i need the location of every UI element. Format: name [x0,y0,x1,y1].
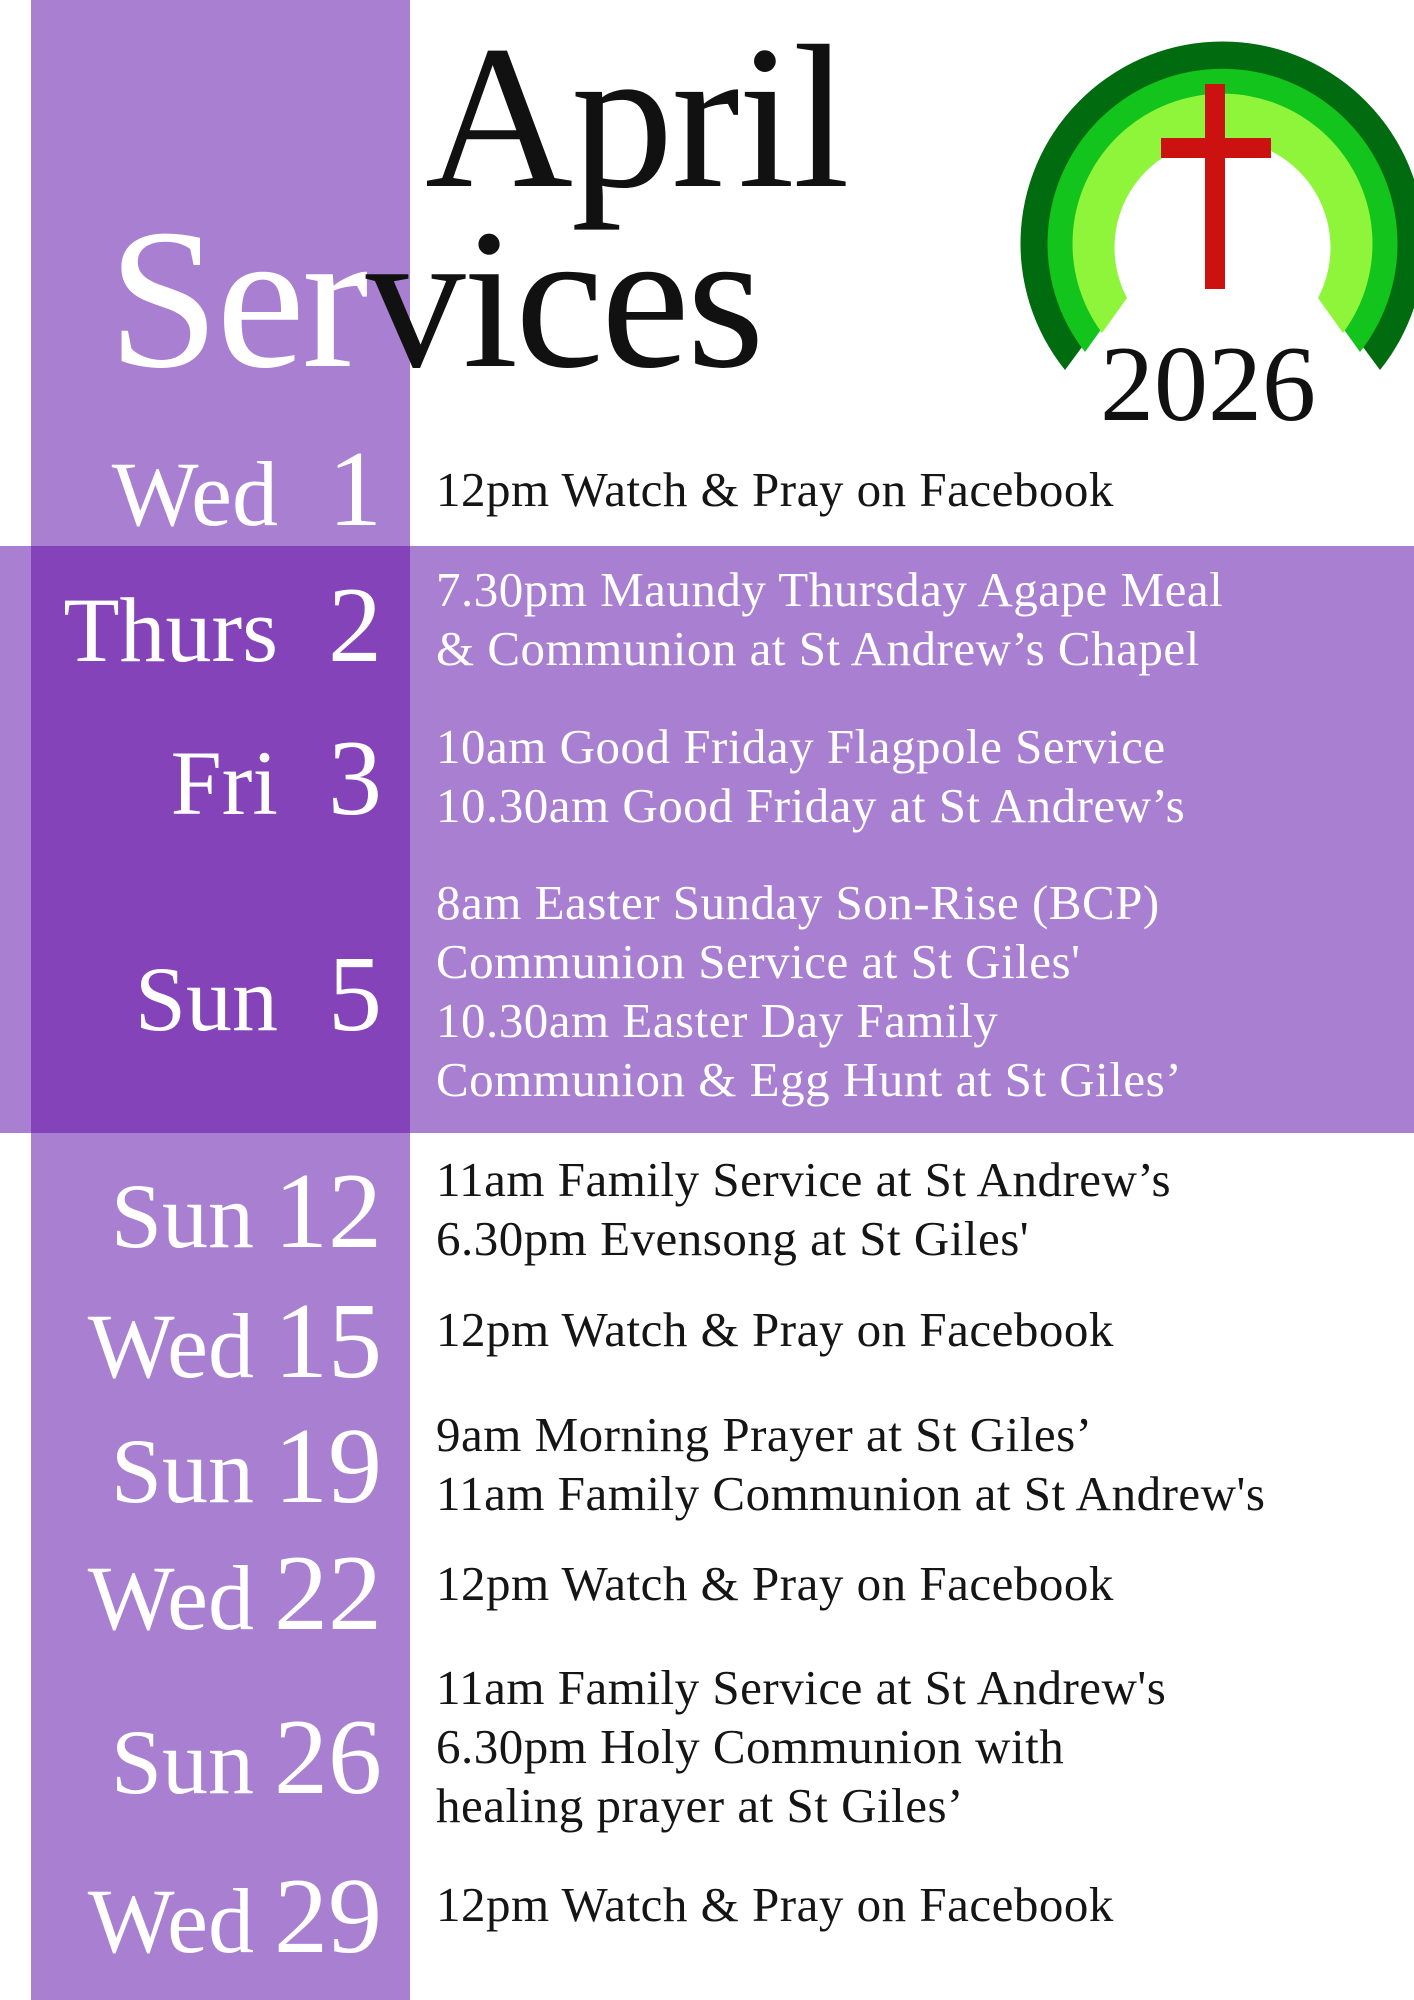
day-number: 12 [274,1152,382,1271]
day-number: 26 [274,1698,382,1817]
day-label [31,1696,382,1820]
service-description [436,1658,1411,1835]
cross-vertical [1205,84,1225,289]
service-description [436,1405,1411,1523]
cross-horizontal [1161,138,1271,158]
service-line: 10am Good Friday Flagpole Service [436,719,1166,774]
day-label [31,1280,382,1404]
day-number: 15 [274,1282,382,1401]
day-name: Wed [87,1547,254,1649]
day-number: 19 [274,1407,382,1526]
service-line: 6.30pm Evensong at St Giles' [436,1211,1030,1266]
day-label [31,1855,382,1979]
title-services-light-part: Ser [108,189,366,410]
service-line: Communion Service at St Giles' [436,934,1081,989]
day-name: Wed [111,443,278,545]
page-title-april: April [425,4,848,231]
service-line: 6.30pm Holy Communion with [436,1719,1065,1774]
service-line: 10.30am Good Friday at St Andrew’s [436,778,1186,833]
service-description [436,1554,1411,1613]
day-label [31,933,382,1057]
service-line: 8am Easter Sunday Son-Rise (BCP) [436,875,1160,930]
service-line: 11am Family Service at St Andrew’s [436,1152,1172,1207]
day-label [31,717,382,841]
year-label: 2026 [1100,325,1316,444]
day-name: Sun [134,948,278,1050]
day-label [31,428,382,552]
day-number: 3 [328,719,382,838]
service-line: healing prayer at St Giles’ [436,1778,964,1833]
service-line: 11am Family Service at St Andrew's [436,1660,1167,1715]
service-line: 9am Morning Prayer at St Giles’ [436,1407,1093,1462]
service-line: 7.30pm Maundy Thursday Agape Meal [436,562,1224,617]
day-label [31,1150,382,1274]
cross-arch-logo-icon [970,0,1414,380]
day-name: Sun [110,1711,254,1813]
service-line: 11am Family Communion at St Andrew's [436,1466,1266,1521]
service-line: 10.30am Easter Day Family [436,993,999,1048]
service-line: Communion & Egg Hunt at St Giles’ [436,1052,1183,1107]
day-number: 29 [274,1857,382,1976]
day-number: 5 [328,935,382,1054]
service-description [436,717,1411,835]
service-line: 12pm Watch & Pray on Facebook [436,1302,1114,1357]
service-line: 12pm Watch & Pray on Facebook [436,462,1114,517]
day-name: Fri [170,732,278,834]
service-line: 12pm Watch & Pray on Facebook [436,1556,1114,1611]
page-title-services [108,189,762,410]
day-name: Sun [110,1165,254,1267]
service-line: 12pm Watch & Pray on Facebook [436,1877,1114,1932]
service-description [436,873,1411,1109]
day-name: Wed [87,1870,254,1972]
day-number: 2 [328,566,382,685]
day-label [31,564,382,688]
service-description [436,1300,1411,1359]
day-name: Wed [87,1295,254,1397]
day-label [31,1405,382,1529]
day-label [31,1532,382,1656]
day-number: 1 [328,430,382,549]
service-description [436,1150,1411,1268]
title-services-dark-part: vices [365,189,762,410]
service-description [436,460,1411,519]
day-name: Thurs [63,579,278,681]
day-number: 22 [274,1534,382,1653]
service-line: & Communion at St Andrew’s Chapel [436,621,1200,676]
service-description [436,560,1411,678]
service-description [436,1875,1411,1934]
day-name: Sun [110,1420,254,1522]
